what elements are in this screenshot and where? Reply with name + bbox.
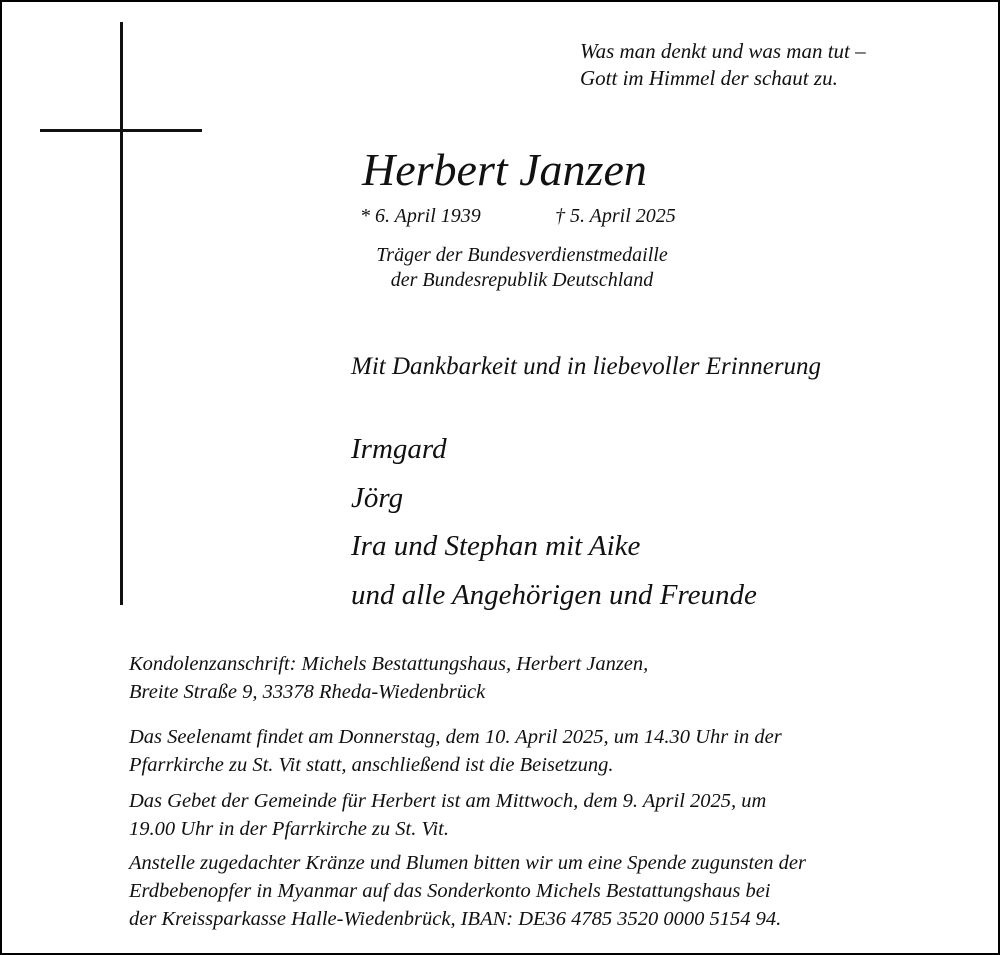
mourner-name: Jörg	[351, 481, 404, 514]
mourner-name: Irmgard	[351, 433, 447, 465]
mourner-name: und alle Angehörigen und Freunde	[351, 578, 757, 611]
prayer-info	[129, 787, 766, 843]
mourner-name: Ira und Stephan mit Aike	[351, 530, 641, 562]
gratitude-line: Mit Dankbarkeit und in liebevoller Erinnerung	[351, 353, 822, 380]
requiem-mass-info	[129, 723, 782, 779]
honor	[332, 243, 712, 293]
mass-line: Das Seelenamt findet am Donnerstag, dem 10. April 2025, um 14.30 Uhr in der	[129, 726, 782, 748]
motto	[580, 38, 866, 92]
birth-date: * 6. April 1939	[360, 205, 481, 227]
donation-line: Anstelle zugedachter Kränze und Blumen bitten wir um eine Spende zugunsten der	[129, 852, 806, 874]
motto-line: Gott im Himmel der schaut zu.	[580, 66, 838, 90]
donation-line: Erdbebenopfer in Myanmar auf das Sonderkonto Michels Bestattungshaus bei	[129, 880, 771, 902]
cross-icon-vertical	[120, 22, 123, 605]
condolence-line: Breite Straße 9, 33378 Rheda-Wiedenbrück	[129, 681, 486, 703]
donation-info	[129, 849, 806, 933]
condolence-address	[129, 650, 648, 706]
honor-line: Träger der Bundesverdienstmedaille	[376, 244, 668, 266]
condolence-line: Kondolenzanschrift: Michels Bestattungshaus, Herbert Janzen,	[129, 653, 649, 675]
honor-line: der Bundesrepublik Deutschland	[390, 269, 654, 291]
motto-line: Was man denkt und was man tut –	[580, 39, 866, 63]
death-date: † 5. April 2025	[555, 205, 676, 227]
prayer-line: 19.00 Uhr in der Pfarrkirche zu St. Vit.	[129, 818, 450, 840]
life-dates	[360, 203, 676, 229]
donation-line: der Kreissparkasse Halle-Wiedenbrück, IBAN: DE36 4785 3520 0000 5154 94.	[129, 908, 782, 930]
mass-line: Pfarrkirche zu St. Vit statt, anschließend ist die Beisetzung.	[129, 754, 614, 776]
mourners-list	[351, 425, 757, 619]
deceased-name: Herbert Janzen	[362, 144, 647, 195]
prayer-line: Das Gebet der Gemeinde für Herbert ist am Mittwoch, dem 9. April 2025, um	[129, 790, 767, 812]
cross-icon-horizontal	[40, 129, 202, 132]
